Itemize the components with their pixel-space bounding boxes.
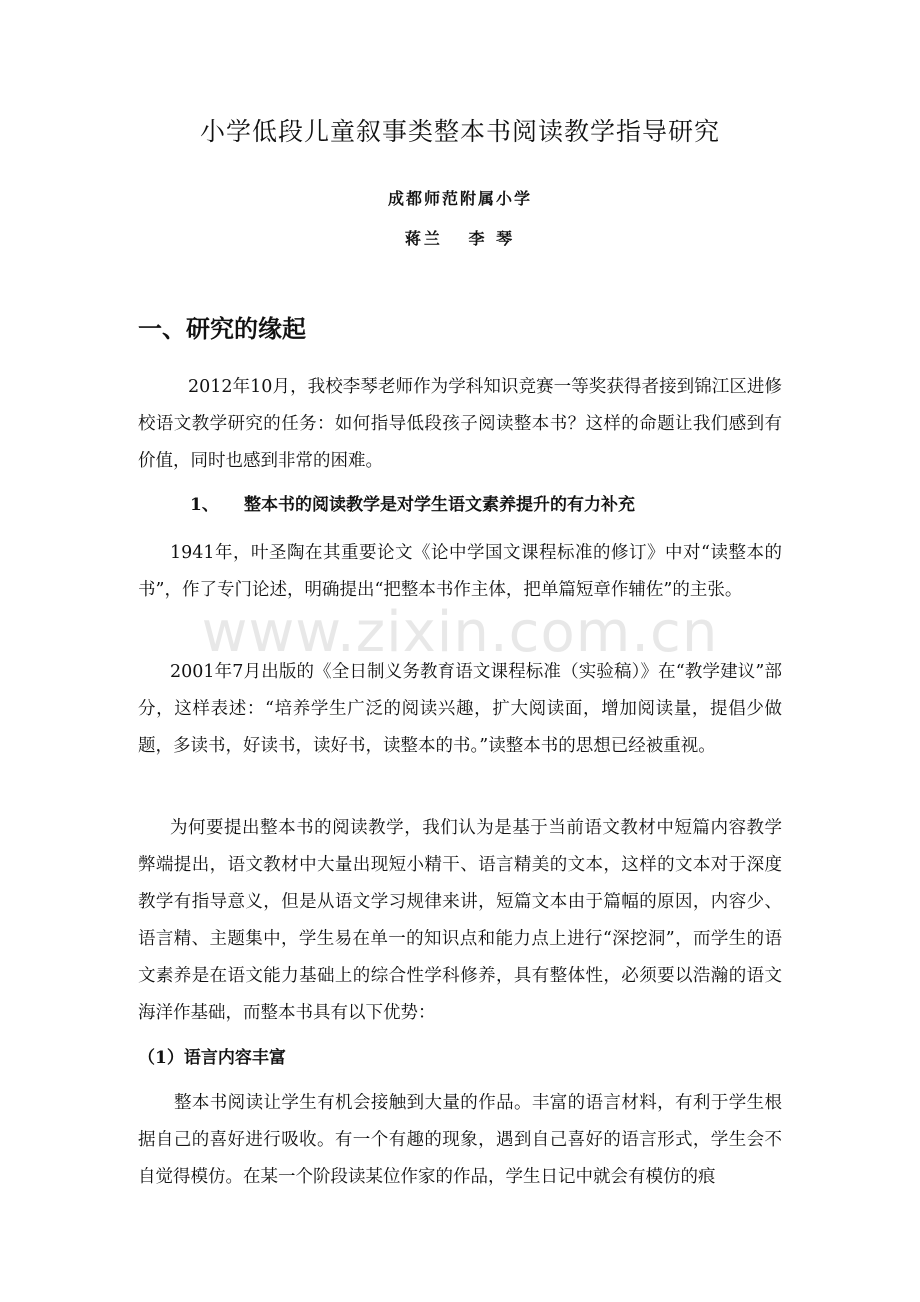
paragraph-why-whole-book: 为何要提出整本书的阅读教学，我们认为是基于当前语文教材中短篇内容教学弊端提出，语文教材中大量出现短小精干、语言精美的文本，这样的文本对于深度教学有指导意义，但是从语文学习规律来讲，短篇文本由于篇幅的原因，内容少、语言精、主题集中，学生易在单一的知识点和能力点上进行“深挖洞”，而学生的语文素养是在语文能力基础上的综合性学科修养，具有整体性，必须要以浩瀚的语文海洋作基础，而整本书具有以下优势： — [138, 818, 782, 1023]
paragraph-curriculum-standard: 2001年7月出版的《全日制义务教育语文课程标准（实验稿）》在“教学建议”部分，这样表述：“培养学生广泛的阅读兴趣，扩大阅读面，增加阅读量，提倡少做题，多读书，好读书，读好书，读整本的书。”读整本书的思想已经被重视。 — [138, 662, 782, 756]
paragraph-ye-shengtao: 1941年，叶圣陶在其重要论文《论中学国文课程标准的修订》中对“读整本的书”，作了专门论述，明确提出“把整本书作主体，把单篇短章作辅佐”的主张。 — [138, 543, 782, 600]
section-heading: 一、研究的缘起 — [138, 314, 306, 343]
subsection-heading: 整本书的阅读教学是对学生语文素养提升的有力补充 — [244, 495, 635, 515]
paragraph-rich-language: 整本书阅读让学生有机会接触到大量的作品。丰富的语言材料，有利于学生根据自己的喜好进行吸收。有一个有趣的现象，遇到自己喜好的语言形式，学生会不自觉得模仿。在某一个阶段读某位作家的作品，学生日记中就会有模仿的痕 — [138, 1093, 782, 1187]
subheading-rich-language: （1）语言内容丰富 — [138, 1048, 286, 1068]
watermark: www.zixin.com.cn — [201, 600, 719, 665]
author-affiliation: 成都师范附属小学 — [387, 189, 532, 208]
subsection-number: 1、 — [190, 495, 219, 515]
document-title: 小学低段儿童叙事类整本书阅读教学指导研究 — [199, 117, 720, 146]
paragraph-origin: 2012年10月，我校李琴老师作为学科知识竞赛一等奖获得者接到锦江区进修校语文教学研究的任务：如何指导低段孩子阅读整本书？这样的命题让我们感到有价值，同时也感到非常的困难。 — [138, 377, 782, 471]
author-names: 蒋兰 李 琴 — [404, 229, 516, 248]
